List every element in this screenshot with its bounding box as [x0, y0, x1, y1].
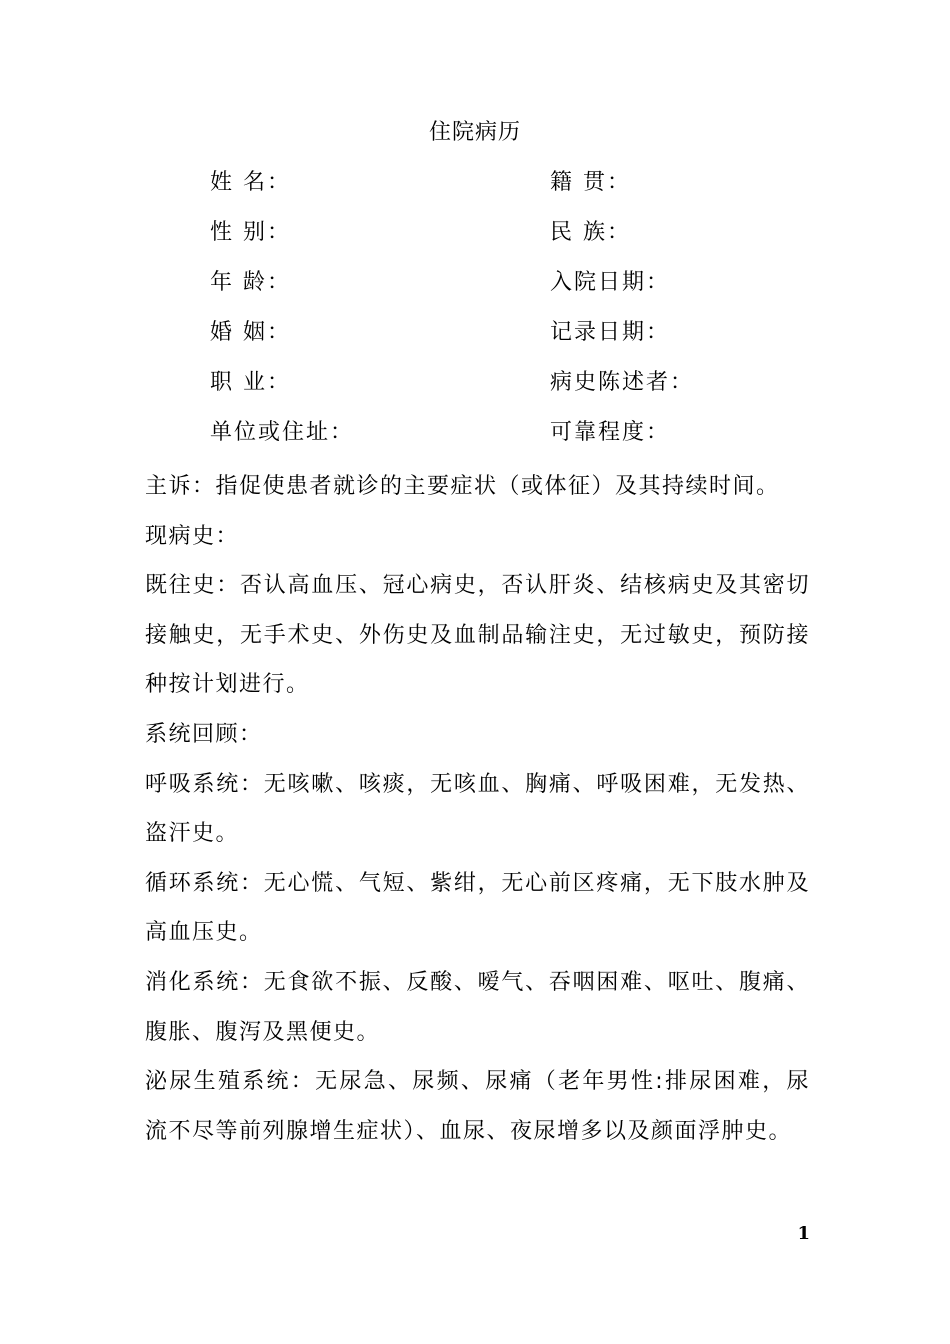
medical-history-body: [145, 462, 810, 1156]
age-label: 年 龄：: [210, 270, 291, 295]
history-narrator-label: 病史陈述者：: [550, 370, 695, 395]
info-row-gender: [210, 215, 770, 265]
urogenital-system-paragraph: 泌尿生殖系统：无尿急、尿频、尿痛（老年男性:排尿困难，尿流不尽等前列腺增生症状）、血尿、夜尿增多以及颜面浮肿史。: [145, 1069, 810, 1144]
past-history-paragraph: 既往史：否认高血压、冠心病史，否认肝炎、结核病史及其密切接触史，无手术史、外伤史及血制品输注史，无过敏史，预防接种按计划进行。: [145, 573, 810, 698]
info-row-name: [210, 165, 770, 215]
patient-info-grid: [210, 165, 770, 465]
respiratory-system-paragraph: 呼吸系统：无咳嗽、咳痰，无咳血、胸痛、呼吸困难，无发热、盗汗史。: [145, 771, 810, 847]
record-date-label: 记录日期：: [550, 320, 671, 345]
occupation-label: 职 业：: [210, 370, 291, 395]
chief-complaint-paragraph: 主诉：指促使患者就诊的主要症状（或体征）及其持续时间。: [145, 474, 780, 499]
info-row-occupation: [210, 365, 770, 415]
reliability-label: 可靠程度：: [550, 420, 671, 445]
document-title: 住院病历: [428, 120, 521, 145]
digestive-system-paragraph: 消化系统：无食欲不振、反酸、嗳气、吞咽困难、呕吐、腹痛、腹胀、腹泻及黑便史。: [145, 969, 810, 1045]
info-row-address: [210, 415, 770, 465]
info-row-marital: [210, 315, 770, 365]
systems-review-heading: 系统回顾：: [145, 721, 263, 747]
admission-date-label: 入院日期：: [550, 270, 671, 295]
page-number: 1: [797, 1223, 810, 1244]
gender-label: 性 别：: [210, 220, 291, 245]
marital-status-label: 婚 姻：: [210, 320, 291, 345]
info-row-age: [210, 265, 770, 315]
ethnicity-label: 民 族：: [550, 220, 631, 245]
address-label: 单位或住址：: [210, 420, 355, 445]
name-label: 姓 名：: [210, 170, 291, 195]
native-place-label: 籍 贯：: [550, 170, 631, 195]
present-illness-paragraph: 现病史：: [145, 523, 240, 549]
circulatory-system-paragraph: 循环系统：无心慌、气短、紫绀，无心前区疼痛，无下肢水肿及高血压史。: [145, 870, 810, 946]
